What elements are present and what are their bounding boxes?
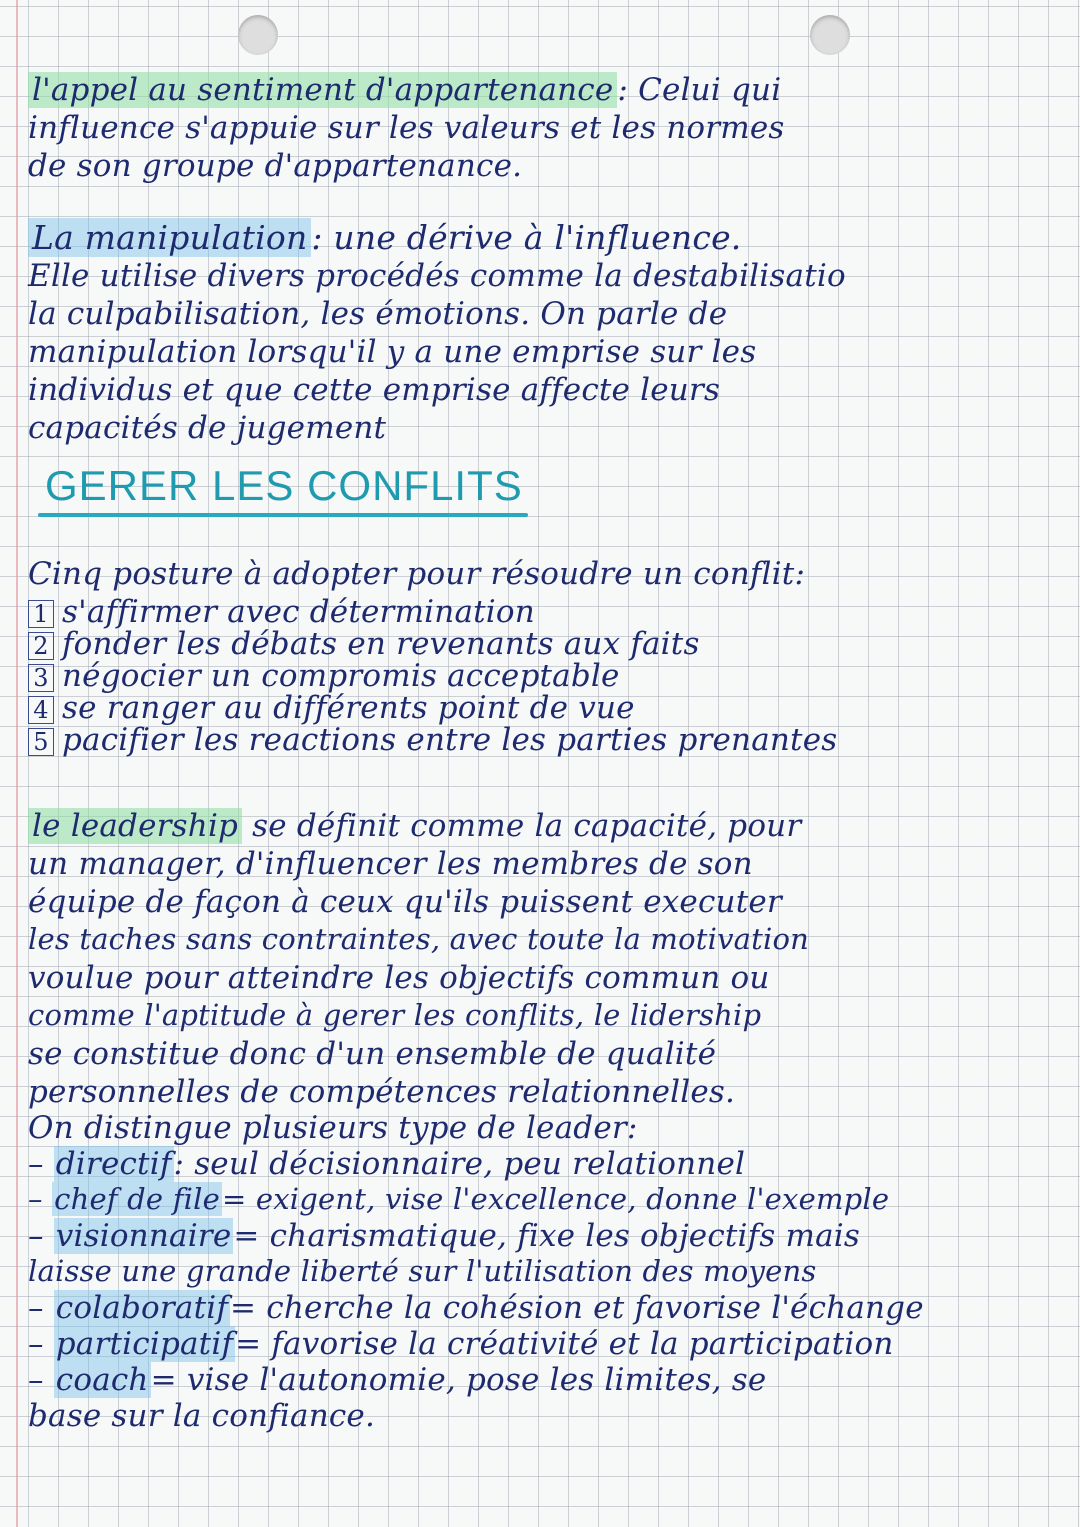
- margin-line: [16, 0, 18, 1527]
- leadership-line-1: [28, 808, 801, 844]
- conflit-item-5: [28, 722, 837, 758]
- leader-type-coach-cont: [28, 1398, 375, 1434]
- leader-desc: base sur la confiance.: [28, 1398, 376, 1434]
- conflits-intro: Cinq posture à adopter pour résoudre un conflit:: [28, 556, 806, 592]
- section-title: GERER LES CONFLITS: [45, 462, 523, 509]
- section-title-underline: [38, 513, 528, 517]
- leadership-line-6: comme l'aptitude à gerer les conflits, le lidership: [28, 998, 762, 1032]
- item-number: 1: [28, 600, 54, 628]
- conflit-item-2: [28, 626, 700, 662]
- leader-term: directif: [55, 1146, 172, 1182]
- leader-type-colaboratif: – colaboratif= cherche la cohésion et favorise l'échange: [28, 1290, 924, 1326]
- conflit-item-1: [28, 594, 535, 630]
- item-text: pacifier les reactions entre les parties prenantes: [62, 722, 838, 758]
- leader-type-chef-de-file: – chef de file= exigent, vise l'excellence, donne l'exemple: [28, 1182, 890, 1216]
- influence-line-3: de son groupe d'appartenance.: [28, 148, 523, 184]
- leadership-line-8: personnelles de compétences relationnelles.: [28, 1074, 736, 1110]
- leadership-line-7: se constitue donc d'un ensemble de qualité: [28, 1036, 717, 1072]
- leader-term: chef de file: [54, 1182, 220, 1216]
- influence-line-1: [28, 72, 781, 108]
- binder-hole-right: [810, 15, 850, 55]
- leadership-line-5: voulue pour atteindre les objectifs commun ou: [28, 960, 770, 996]
- conflit-item-3: [28, 658, 620, 694]
- leader-desc: = cherche la cohésion et favorise l'échange: [230, 1290, 924, 1326]
- leader-type-visionnaire-cont: [28, 1254, 816, 1288]
- leader-term: colaboratif: [55, 1290, 229, 1326]
- item-text: fonder les débats en revenants aux faits: [62, 626, 700, 662]
- item-number: 2: [28, 632, 54, 660]
- manipulation-line-5: individus et que cette emprise affecte leurs: [28, 372, 721, 408]
- manipulation-line-4: manipulation lorsqu'il y a une emprise sur les: [28, 334, 757, 370]
- leader-desc: laisse une grande liberté sur l'utilisation des moyens: [28, 1254, 817, 1288]
- leader-desc: : seul décisionnaire, peu relationnel: [173, 1146, 746, 1182]
- item-number: 4: [28, 696, 54, 724]
- item-text: se ranger au différents point de vue: [62, 690, 635, 726]
- leader-type-coach: – coach= vise l'autonomie, pose les limites, se: [28, 1362, 767, 1398]
- influence-term: l'appel au sentiment d'appartenance: [28, 72, 617, 108]
- leader-desc: = exigent, vise l'excellence, donne l'exemple: [221, 1182, 890, 1216]
- leadership-term: le leadership: [28, 808, 242, 844]
- leadership-line-4: les taches sans contraintes, avec toute la motivation: [28, 922, 810, 956]
- leader-type-directif: – directif: seul décisionnaire, peu relationnel: [28, 1146, 746, 1182]
- influence-line-2: influence s'appuie sur les valeurs et les normes: [28, 110, 785, 146]
- leader-term: coach: [55, 1362, 149, 1398]
- leader-type-visionnaire: – visionnaire= charismatique, fixe les objectifs mais: [28, 1218, 860, 1254]
- item-number: 3: [28, 664, 54, 692]
- leadership-line-2: un manager, d'influencer les membres de son: [28, 846, 753, 882]
- binder-hole-left: [238, 15, 278, 55]
- leadership-line-9: On distingue plusieurs type de leader:: [28, 1110, 638, 1146]
- leadership-line-3: équipe de façon à ceux qu'ils puissent executer: [28, 884, 782, 920]
- influence-line-1-rest: : Celui qui: [617, 72, 782, 108]
- item-text: s'affirmer avec détermination: [62, 594, 535, 630]
- item-text: négocier un compromis acceptable: [62, 658, 620, 694]
- conflit-item-4: [28, 690, 635, 726]
- leader-type-participatif: – participatif= favorise la créativité et la participation: [28, 1326, 894, 1362]
- manipulation-line-6: capacités de jugement: [28, 410, 387, 446]
- leader-term: visionnaire: [55, 1218, 232, 1254]
- item-number: 5: [28, 728, 54, 756]
- leader-desc: = charismatique, fixe les objectifs mais: [233, 1218, 860, 1254]
- leader-term: participatif: [55, 1326, 234, 1362]
- manipulation-term: La manipulation: [28, 218, 311, 257]
- manipulation-line-3: la culpabilisation, les émotions. On parle de: [28, 296, 728, 332]
- manipulation-line-2: Elle utilise divers procédés comme la destabilisatio: [28, 258, 846, 294]
- leadership-line-1-rest: se définit comme la capacité, pour: [252, 808, 802, 844]
- manipulation-line-1-rest: : une dérive à l'influence.: [311, 218, 742, 257]
- leader-desc: = vise l'autonomie, pose les limites, se: [150, 1362, 767, 1398]
- manipulation-line-1: [28, 218, 742, 257]
- leader-desc: = favorise la créativité et la participation: [235, 1326, 894, 1362]
